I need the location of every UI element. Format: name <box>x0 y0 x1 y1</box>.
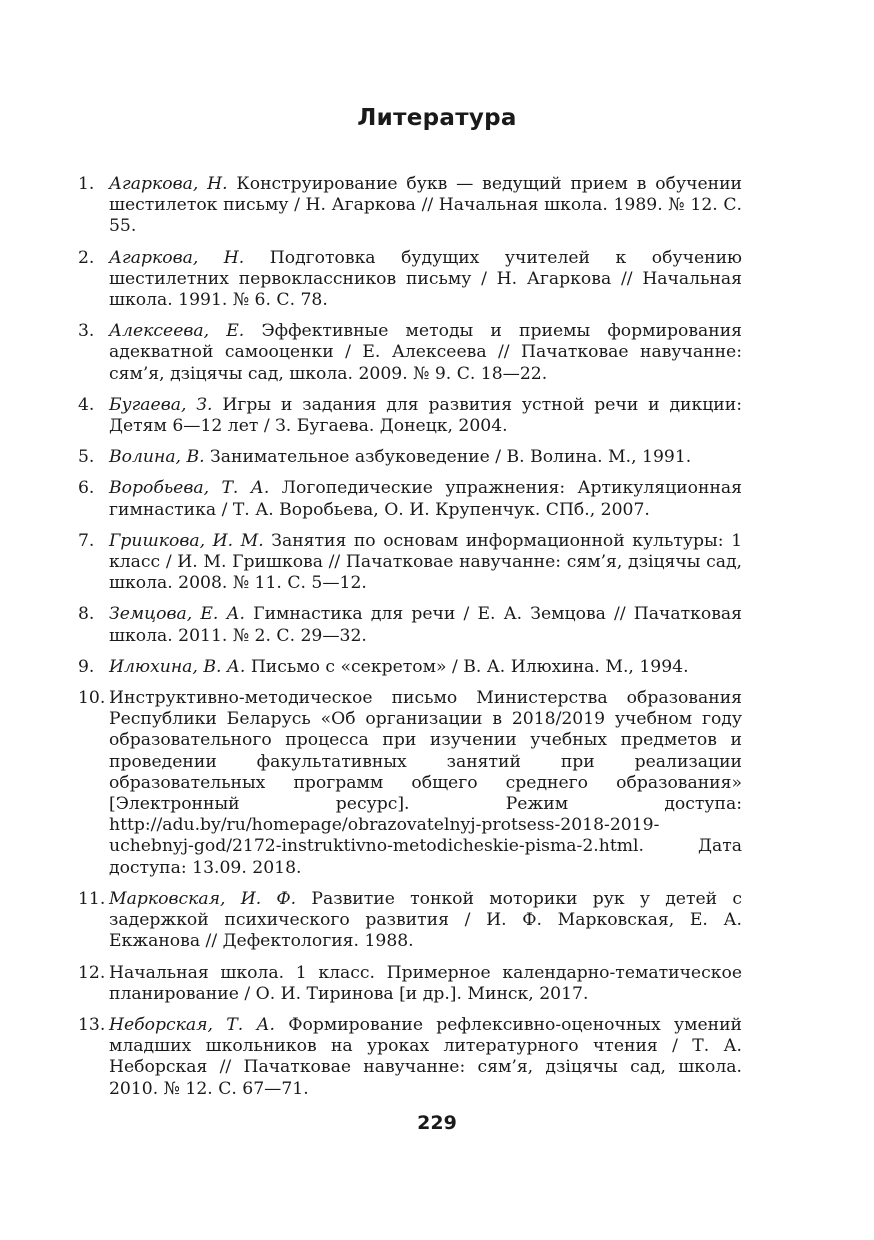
reference-author: Неборская, Т. А. <box>109 1014 275 1035</box>
reference-text: Занимательное азбуковедение / В. Волина. М., 1991. <box>204 447 692 468</box>
reference-number: 7. <box>78 530 95 551</box>
reference-item-13 <box>78 1015 742 1100</box>
reference-author: Марковская, И. Ф. <box>109 888 297 909</box>
reference-number: 8. <box>78 604 95 625</box>
reference-author: Гришкова, И. М. <box>109 530 264 551</box>
reference-author: Земцова, Е. А. <box>109 604 246 625</box>
reference-item-8 <box>78 604 742 646</box>
reference-item-4 <box>78 395 742 437</box>
reference-item-9 <box>78 657 742 678</box>
page-title: Литература <box>357 105 517 131</box>
reference-text: Подготовка будущих учителей к обучению шестилетних первоклассников письму / Н. Агаркова // Начальная школа. 1991. № 6. С. 78. <box>109 247 742 311</box>
reference-number: 5. <box>78 447 95 468</box>
reference-list <box>78 174 742 1110</box>
reference-item-11 <box>78 889 742 953</box>
reference-text: Инструктивно-методическое письмо Министерства образования Республики Беларусь «Об организации в 2018/2019 учебном году образовательного процесса при изучении учебных предметов и проведении факультативных занятий при реализации образовательных программ общего среднего образования» [Электронный ресурс]. Режим доступа: http://adu.by/ru/homepage/obrazovatelnyj-protsess-2018-2019-uchebnyj-god/2172-instruktivno-metodicheskie-pisma-2.html. Дата доступа: 13.09. 2018. <box>109 688 742 878</box>
reference-item-7 <box>78 531 742 595</box>
reference-number: 9. <box>78 656 95 677</box>
reference-text: Начальная школа. 1 класс. Примерное календарно-тематическое планирование / О. И. Тиринова [и др.]. Минск, 2017. <box>109 962 742 1004</box>
reference-item-3 <box>78 321 742 385</box>
reference-author: Воробьева, Т. А. <box>109 478 270 499</box>
reference-item-12 <box>78 963 742 1005</box>
reference-author: Илюхина, В. А. <box>109 656 246 677</box>
reference-author: Агаркова, Н. <box>109 174 228 194</box>
reference-text: Формирование рефлексивно-оценочных умений младших школьников на уроках литературного чтения / Т. А. Неборская // Пачатковае навучанне: сям’я, дзіцячы сад, школа. 2010. № 12. С. 67—71. <box>109 1014 742 1099</box>
reference-text: Гимнастика для речи / Е. А. Земцова // Пачатковая школа. 2011. № 2. С. 29—32. <box>109 604 742 646</box>
reference-item-5 <box>78 447 742 468</box>
reference-text: Игры и задания для развития устной речи и дикции: Детям 6—12 лет / З. Бугаева. Донецк, 2004. <box>109 394 742 437</box>
reference-item-1 <box>78 174 742 238</box>
reference-item-2 <box>78 248 742 312</box>
reference-number: 1. <box>78 174 95 194</box>
reference-item-10 <box>78 688 742 879</box>
reference-author: Бугаева, З. <box>109 394 213 415</box>
reference-author: Волина, В. <box>109 447 205 468</box>
reference-author: Агаркова, Н. <box>109 247 245 268</box>
reference-number: 12. <box>78 962 106 983</box>
reference-number: 6. <box>78 478 95 499</box>
reference-item-6 <box>78 478 742 520</box>
reference-number: 3. <box>78 321 95 342</box>
reference-number: 13. <box>78 1014 106 1035</box>
reference-text: Конструирование букв — ведущий прием в обучении шестилеток письму / Н. Агаркова // Начальная школа. 1989. № 12. С. 55. <box>109 174 742 237</box>
reference-number: 2. <box>78 247 95 268</box>
reference-author: Алексеева, Е. <box>109 321 245 342</box>
reference-number: 4. <box>78 394 95 415</box>
reference-text: Письмо с «секретом» / В. А. Илюхина. М., 1994. <box>245 656 689 677</box>
reference-text: Занятия по основам информационной культуры: 1 класс / И. М. Гришкова // Пачатковае навучанне: сям’я, дзіцячы сад, школа. 2008. № 11. С. 5—12. <box>109 530 743 594</box>
reference-text: Развитие тонкой моторики рук у детей с задержкой психического развития / И. Ф. Марковская, Е. А. Екжанова // Дефектология. 1988. <box>109 888 742 952</box>
page-number: 229 <box>417 1112 457 1134</box>
reference-text: Логопедические упражнения: Артикуляционная гимнастика / Т. А. Воробьева, О. И. Крупенчук. СПб., 2007. <box>109 478 742 520</box>
reference-number: 11. <box>78 888 106 909</box>
reference-number: 10. <box>78 688 106 709</box>
reference-text: Эффективные методы и приемы формирования адекватной самооценки / Е. Алексеева // Пачатковае навучанне: сям’я, дзіцячы сад, школа. 2009. № 9. С. 18—22. <box>109 321 742 384</box>
